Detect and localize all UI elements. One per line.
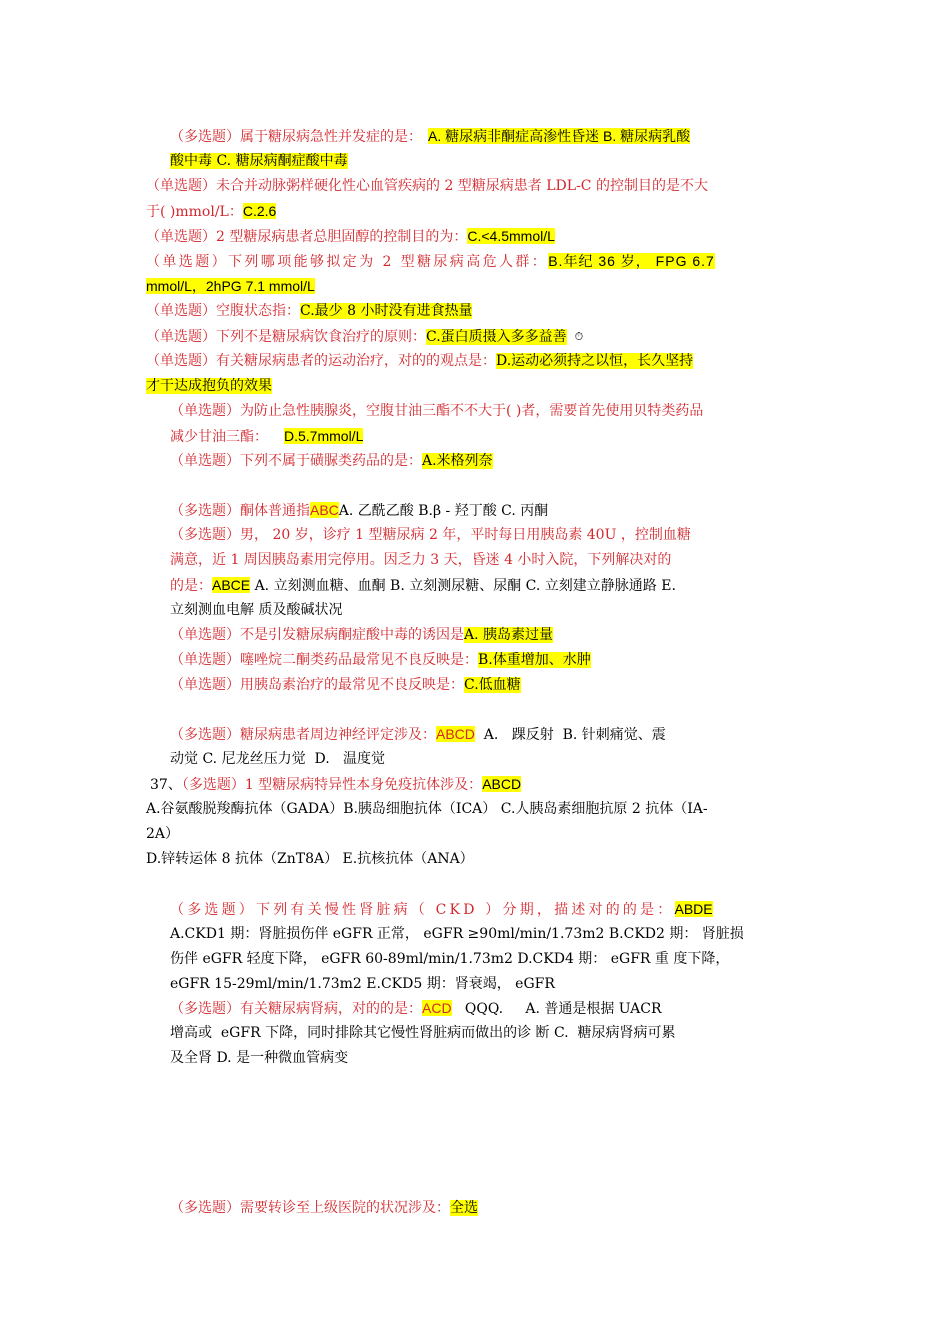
question-text: 于( )mmol/L： bbox=[146, 204, 243, 220]
answer-highlight: ACD bbox=[422, 1000, 452, 1016]
option-line: A.谷氨酸脱羧酶抗体（GADA）B.胰岛细胞抗体（ICA） C.人胰岛素细胞抗原 2 抗体（IA- bbox=[146, 801, 708, 817]
question-text: （单选题）下列不属于磺脲类药品的是： bbox=[170, 453, 422, 469]
question-text: （单选题）有关糖尿病患者的运动治疗，对的的观点是： bbox=[146, 353, 496, 369]
question-line: （单选题）为防止急性胰腺炎，空腹甘油三酯不不大于( )者，需要首先使用贝特类药品 bbox=[170, 403, 704, 419]
answer-highlight: ABDE bbox=[674, 901, 713, 917]
question-line bbox=[146, 249, 715, 274]
option-line: 及全肾 D. 是一种微血管病变 bbox=[170, 1050, 349, 1066]
question-text: （单选题）下列不是糖尿病饮食治疗的原则： bbox=[146, 329, 426, 345]
option-line: 伤伴 eGFR 轻度下降， eGFR 60-89ml/min/1.73m2 D.CKD4 期： eGFR 重 度下降， bbox=[170, 951, 730, 967]
question-line bbox=[170, 1196, 478, 1221]
question-line bbox=[146, 224, 555, 249]
answer-highlight: C.2.6 bbox=[242, 203, 277, 219]
question-line bbox=[170, 623, 553, 648]
question-line: （单选题）未合并动脉粥样硬化性心血管疾病的 2 型糖尿病患者 LDL-C 的控制目的是不大 bbox=[146, 178, 708, 194]
question-text: （多选题）1 型糖尿病特异性本身免疫抗体涉及： bbox=[181, 777, 483, 793]
clock-icon: ⏱ bbox=[574, 330, 584, 343]
question-text: （多选题）有关糖尿病肾病，对的的是： bbox=[170, 1001, 422, 1017]
question-number: 37、 bbox=[150, 777, 182, 793]
question-line bbox=[146, 349, 693, 374]
question-text: （单选题）噻唑烷二酮类药品最常见不良反映是： bbox=[170, 652, 478, 668]
answer-highlight: mmol/L，2hPG 7.1 mmol/L bbox=[146, 278, 315, 294]
answer-highlight: ABCD bbox=[436, 726, 475, 742]
question-text: 的是： bbox=[170, 578, 212, 594]
option-text: A. 踝反射 B. 针刺痛觉、震 bbox=[474, 727, 666, 743]
option-line: eGFR 15-29ml/min/1.73m2 E.CKD5 期：肾衰竭， eGFR bbox=[170, 976, 555, 992]
question-text: （单选题）2 型糖尿病患者总胆固醇的控制目的为： bbox=[146, 229, 468, 245]
answer-highlight: B.年纪 36 岁， FPG 6.7 bbox=[548, 253, 715, 269]
question-line bbox=[170, 573, 676, 598]
question-text: 减少甘油三酯： bbox=[170, 429, 268, 445]
option-line: D.锌转运体 8 抗体（ZnT8A） E.抗核抗体（ANA） bbox=[146, 851, 474, 867]
answer-highlight: 全选 bbox=[450, 1200, 478, 1216]
answer-highlight: A. 糖尿病非酮症高渗性昏迷 B. 糖尿病乳酸 bbox=[428, 128, 691, 144]
question-line bbox=[146, 274, 315, 299]
question-text: （单选题）用胰岛素治疗的最常见不良反映是： bbox=[170, 677, 464, 693]
question-text: （单选题）下列哪项能够拟定为 2 型糖尿病高危人群： bbox=[146, 254, 549, 270]
answer-highlight: A.米格列奈 bbox=[422, 453, 493, 469]
question-text: （多选题）酮体普通指 bbox=[170, 503, 310, 519]
option-line: 2A） bbox=[146, 826, 180, 842]
option-text: A. 立刻测血糖、血酮 B. 立刻测尿糖、尿酮 C. 立刻建立静脉通路 E. bbox=[250, 578, 676, 594]
option-line: 立刻测血电解 质及酸碱状况 bbox=[170, 602, 343, 618]
answer-highlight: D.5.7mmol/L bbox=[284, 428, 364, 444]
option-text: A. 乙酰乙酸 B.β - 羟丁酸 C. 丙酮 bbox=[338, 503, 549, 519]
question-line bbox=[146, 199, 276, 224]
answer-highlight: C.<4.5mmol/L bbox=[467, 228, 555, 244]
question-line: （多选题）男， 20 岁，诊疗 1 型糖尿病 2 年，平时每日用胰岛素 40U ，控制血糖 bbox=[170, 527, 691, 543]
answer-highlight: C.蛋白质摄入多多益善 bbox=[426, 329, 567, 345]
answer-highlight: D.运动必须持之以恒，长久坚持 bbox=[496, 353, 694, 369]
answer-highlight: ABCE bbox=[212, 577, 251, 593]
option-line: 动觉 C. 尼龙丝压力觉 D. 温度觉 bbox=[170, 751, 385, 767]
answer-highlight: ABCD bbox=[482, 776, 522, 792]
answer-highlight: 酸中毒 C. 糖尿病酮症酸中毒 bbox=[170, 153, 348, 169]
question-line bbox=[146, 324, 583, 349]
question-text: （多选题）需要转诊至上级医院的状况涉及： bbox=[170, 1200, 450, 1216]
option-text: QQQ. A. 普通是根据 UACR bbox=[451, 1001, 662, 1017]
question-line bbox=[170, 424, 363, 449]
answer-highlight: A. 胰岛素过量 bbox=[464, 627, 554, 643]
question-line bbox=[146, 299, 472, 324]
question-line bbox=[170, 449, 493, 474]
answer-highlight: B.体重增加、水肿 bbox=[478, 652, 591, 668]
question-text: （单选题）不是引发糖尿病酮症酸中毒的诱因是 bbox=[170, 627, 464, 643]
option-line: 增高或 eGFR 下降，同时排除其它慢性肾脏病而做出的诊 断 C. 糖尿病肾病可累 bbox=[170, 1025, 676, 1041]
answer-highlight: ABC bbox=[310, 502, 339, 518]
question-text: （多选题）糖尿病患者周边神经评定涉及： bbox=[170, 727, 436, 743]
option-line: A.CKD1 期：肾脏损伤伴 eGFR 正常， eGFR ≥90ml/min/1.73m2 B.CKD2 期： 肾脏损 bbox=[170, 926, 744, 942]
question-line bbox=[170, 996, 662, 1021]
question-line bbox=[170, 149, 348, 174]
question-line bbox=[170, 673, 521, 698]
question-line bbox=[170, 498, 548, 523]
question-line bbox=[150, 772, 521, 797]
question-line bbox=[146, 374, 272, 399]
question-line bbox=[170, 124, 690, 149]
answer-highlight: C.低血糖 bbox=[464, 677, 521, 693]
question-text: （多选题）下列有关慢性肾脏病（ CKD ）分期，描述对的的是： bbox=[170, 902, 675, 918]
question-line bbox=[170, 897, 713, 922]
answer-highlight: 才干达成抱负的效果 bbox=[146, 378, 272, 394]
question-line bbox=[170, 648, 591, 673]
question-line: 满意，近 1 周因胰岛素用完停用。因乏力 3 天，昏迷 4 小时入院，下列解决对的 bbox=[170, 552, 672, 568]
question-line bbox=[170, 722, 666, 747]
answer-highlight: C.最少 8 小时没有进食热量 bbox=[300, 303, 473, 319]
question-text: （多选题）属于糖尿病急性并发症的是： bbox=[170, 129, 422, 145]
question-text: （单选题）空腹状态指： bbox=[146, 303, 300, 319]
